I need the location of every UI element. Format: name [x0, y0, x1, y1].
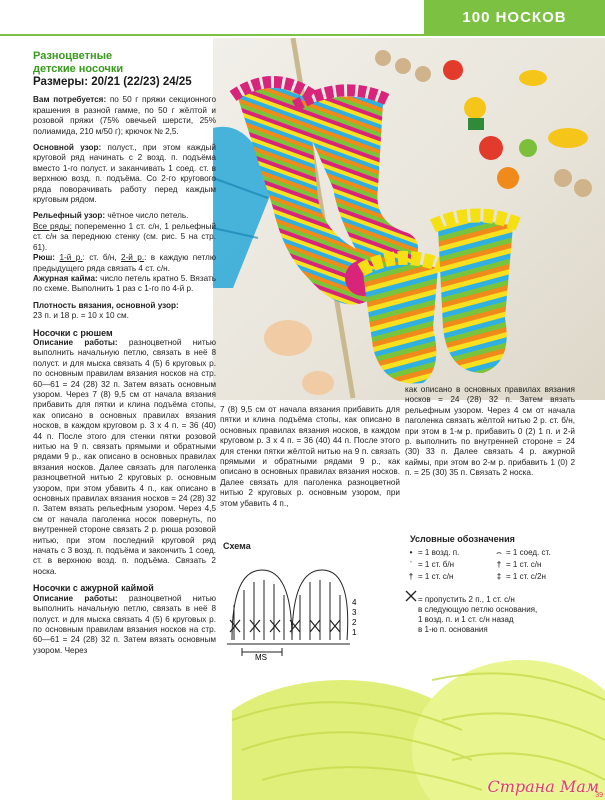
materials-text: по 50 г пряжи секционного крашения в разной гамме, по 50 г жёлтой и розовой пряжи (75% овечьей шерсти, 25% полиамида, 210 м/50 г); крючок № 2,5. — [33, 95, 217, 136]
materials-label: Вам потребуется: — [33, 95, 107, 105]
sizes-line: Размеры: 20/21 (22/23) 24/25 — [33, 76, 192, 88]
article-title-1: Разноцветные — [33, 50, 113, 62]
socks-ruffle-text: разноцветной нитью выполнить начальную петлю, связать в неё 8 полуст. и для мыска связать 4 (5) 6 круговых р. по основным правилам вязания носков на стр. 60—61 = 24 (28) 32 п. Затем вязать основным узором. Через 7 (8) 9,5 см от начала вязания прибавить для пятки и клина подъёма стопы, как описано в основных правилах вязания носков, в каждом круговом р. 3 х 4 п. = 36 (40) 44 п. После этого для стенки пятки розовой нитью на 9 п. связать прямыми и обратными рядами 9 р., как описано в основных правилах вязания носков. Далее связать для паголенка разноцветной нитью 2 круговых р. основным узором, при этом убавить 4 п., как описано в основных правилах вязания носков = 24 (28) 32 п. Затем вязать рельефным узором. Через 4,5 см от начала паголенка носок повернуть, по внутренней стороне связать 2 р. рюша розовой нитью, при этом последний круговой ряд начать с 3 возд. п. подъёма и закончить 1 соед. ст. в верхнюю возд. п. подъёма. Связать 2 носка. — [33, 337, 216, 576]
ruffle-row2-text: : в каждую петлю предыдущего ряда связать 4 ст. с/н. — [33, 253, 216, 273]
legend-item-dc — [492, 560, 541, 570]
legend-title: Условные обозначения — [410, 534, 515, 544]
double-crochet-icon-2: † — [408, 572, 414, 581]
legend-cross-text-4: в 1-ю п. основания — [418, 625, 488, 634]
legend-text-dc: = 1 ст. с/н — [506, 560, 542, 569]
legend-text-slip: = 1 соед. ст. — [506, 548, 551, 557]
section-title: 100 НОСКОВ — [462, 9, 567, 26]
legend-text-tr: = 1 ст. с/2н — [506, 572, 546, 581]
socks-ruffle-title: Носочки с рюшем — [33, 327, 113, 338]
socks-lace-text: разноцветной нитью выполнить начальную петлю, связать в неё 8 полуст. и для мыска связать 4 (5) 6 круговых р. по основным правилам вязания носков на стр. 60—61 = 24 (28) 32 п. Затем вязать основным узором. Через — [33, 593, 216, 655]
schema-ms-label: MS — [255, 653, 267, 662]
crossed-stitch-icon — [404, 590, 418, 605]
socks-ruffle-paragraph — [33, 338, 216, 577]
legend-item-slip — [492, 548, 551, 558]
legend-item-chain — [404, 548, 459, 558]
legend-text-chain: = 1 возд. п. — [418, 548, 460, 557]
legend-cross-text-1: = пропустить 2 п., 1 ст. с/н — [418, 595, 515, 604]
ruffle-row2: 2-й р. — [121, 253, 145, 263]
legend-item-dc2 — [404, 572, 453, 582]
ruffle-paragraph — [33, 253, 216, 274]
photo-illustration — [213, 38, 605, 400]
relief-rows-label: Все ряды: — [33, 221, 72, 231]
legend-item-cross — [404, 590, 584, 635]
column-2: 7 (8) 9,5 см от начала вязания прибавить для пятки и клина подъёма стопы, как описано в основных правилах вязания носков, в каждом круговом р. 3 х 4 п. = 36 (40) 44 п. После этого для стенки пятки жёлтой нитью на 9 п. связать прямыми и обратными рядами 9 р., как описано в основных правилах вязания носков. Далее связать для паголенка разноцветной нитью 2 круговых р. основным узором, при этом убавить 4 п., — [220, 405, 400, 508]
page-number: 39 — [595, 792, 603, 799]
density-label: Плотность вязания, основной узор: — [33, 300, 179, 310]
work-desc-label: Описание работы: — [33, 337, 118, 347]
chain-icon: • — [409, 548, 413, 557]
header-band — [424, 0, 605, 36]
work-desc-label-2: Описание работы: — [33, 593, 118, 603]
relief-label: Рельефный узор: — [33, 211, 106, 221]
relief-text: чётное число петель. — [105, 211, 189, 221]
left-column — [33, 50, 216, 662]
main-pattern-paragraph — [33, 143, 216, 205]
schema-row-1: 1 — [352, 628, 357, 637]
treble-crochet-icon: ‡ — [496, 572, 502, 581]
relief-rows-text: попеременно 1 ст. с/н, 1 рельефный ст. с/н за переднюю стенку (см. рис. 5 на стр. 61). — [33, 221, 217, 252]
ruffle-row1-text: : ст. б/н, — [82, 253, 122, 263]
slip-stitch-icon: ⌢ — [496, 548, 502, 557]
relief-paragraph — [33, 211, 216, 253]
column-3: как описано в основных правилах вязания носков = 24 (28) 32 п. Затем вязать рельефным узором. Через 4 см от начала паголенка связать жёлтой нитью 2 р. ст. б/н, при этом в 1-м р. прибавить 0 (2) 1 п. и 2-й р. выполнить по внутренней стороне = 24 (30) 33 п. Далее связать 4 р. ажурной каймы, при этом во 2-м р. прибавить 1 (0) 2 п. = 25 (30) 35 п. Связать 2 носка. — [405, 385, 575, 478]
schema-row-4: 4 — [352, 598, 357, 607]
legend-cross-text-3: 1 возд. п. и 1 ст. с/н назад — [418, 615, 514, 624]
single-crochet-icon: ˈ — [409, 560, 413, 569]
legend-text-dc2: = 1 ст. с/н — [418, 572, 454, 581]
ruffle-row1: 1-й р. — [59, 253, 83, 263]
density-text: 23 п. и 18 р. = 10 х 10 см. — [33, 311, 129, 321]
main-pattern-text: полуст., при этом каждый круговой ряд начинать с 2 возд. п. подъёма вместо 1-го полуст. и заканчивать 1 соед. ст. в верхнюю возд. п. подъёма. Со 2-го кругового ряда поворачивать работу перед каждым круговым рядом. — [33, 143, 216, 205]
lace-paragraph — [33, 274, 216, 295]
schema-row-3: 3 — [352, 608, 357, 617]
socks-photo — [213, 38, 605, 400]
socks-lace-paragraph — [33, 594, 216, 656]
legend-cross-text-2: в следующую петлю основания, — [418, 605, 538, 614]
materials-paragraph — [33, 95, 216, 137]
lace-label: Ажурная кайма: — [33, 273, 98, 283]
watermark-logo: Страна Мам — [487, 777, 599, 796]
socks-lace-title: Носочки с ажурной каймой — [33, 583, 154, 594]
double-crochet-icon: † — [496, 560, 502, 569]
lace-text: число петель кратно 5. Вязать по схеме. Выполнить 1 раз с 1-го по 4-й р. — [33, 273, 216, 294]
article-title-2: детские носочки — [33, 63, 124, 75]
schema-row-2: 2 — [352, 618, 357, 627]
main-pattern-label: Основной узор: — [33, 143, 102, 153]
density-paragraph — [33, 301, 216, 322]
yarn-decoration — [232, 640, 605, 800]
ruffle-label: Рюш: — [33, 253, 56, 263]
legend-item-sc — [404, 560, 454, 570]
schema-title: Схема — [223, 541, 251, 551]
legend-text-sc: = 1 ст. б/н — [418, 560, 455, 569]
legend-item-tr — [492, 572, 546, 582]
